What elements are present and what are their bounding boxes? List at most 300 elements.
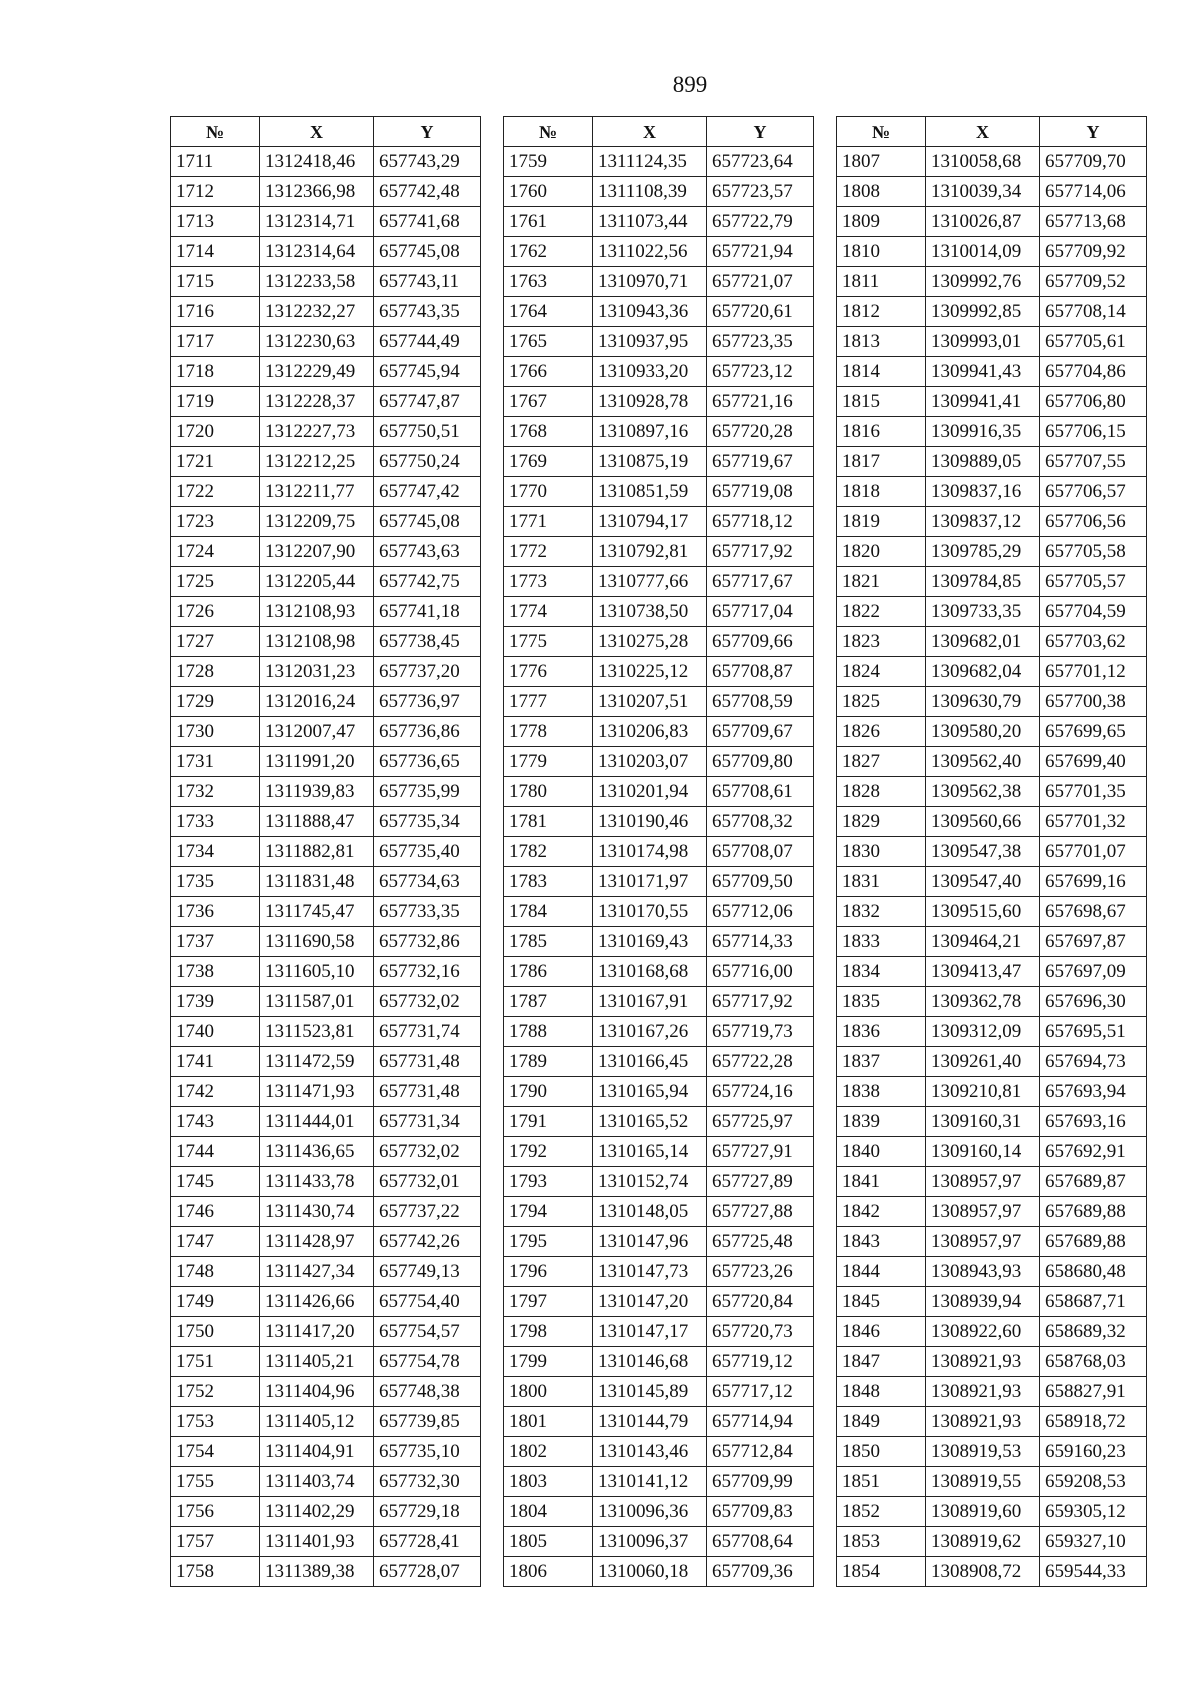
table-row [837,1227,1147,1257]
point-number-cell: 1776 [504,657,593,687]
point-number-cell: 1733 [171,807,260,837]
x-cell: 1312016,24 [260,687,374,717]
y-cell: 657692,91 [1040,1137,1147,1167]
point-number-cell: 1764 [504,297,593,327]
table-row [171,1287,481,1317]
point-number-cell: 1787 [504,987,593,1017]
table-row [171,1527,481,1557]
x-cell: 1308919,53 [926,1437,1040,1467]
point-number-cell: 1730 [171,717,260,747]
coordinate-table [503,116,814,1587]
table-row [504,567,814,597]
point-number-cell: 1847 [837,1347,926,1377]
point-number-cell: 1723 [171,507,260,537]
x-cell: 1310039,34 [926,177,1040,207]
table-row [837,327,1147,357]
y-cell: 657712,06 [707,897,814,927]
table-row [171,507,481,537]
table-row [837,1017,1147,1047]
table-row [837,687,1147,717]
point-number-cell: 1755 [171,1467,260,1497]
point-number-cell: 1804 [504,1497,593,1527]
point-number-cell: 1770 [504,477,593,507]
y-cell: 657743,35 [374,297,481,327]
y-cell: 657732,01 [374,1167,481,1197]
y-cell: 657699,65 [1040,717,1147,747]
table-row [504,1137,814,1167]
table-row [504,1497,814,1527]
y-cell: 657700,38 [1040,687,1147,717]
number-header: № [504,117,593,147]
point-number-cell: 1744 [171,1137,260,1167]
x-cell: 1310146,68 [593,1347,707,1377]
y-cell: 657722,28 [707,1047,814,1077]
x-cell: 1310169,43 [593,927,707,957]
point-number-cell: 1794 [504,1197,593,1227]
point-number-cell: 1824 [837,657,926,687]
x-cell: 1309889,05 [926,447,1040,477]
x-cell: 1311022,56 [593,237,707,267]
x-cell: 1310225,12 [593,657,707,687]
point-number-cell: 1739 [171,987,260,1017]
x-cell: 1310144,79 [593,1407,707,1437]
x-cell: 1310851,59 [593,477,707,507]
x-cell: 1310165,14 [593,1137,707,1167]
point-number-cell: 1771 [504,507,593,537]
y-cell: 657731,48 [374,1077,481,1107]
x-cell: 1312229,49 [260,357,374,387]
y-cell: 658680,48 [1040,1257,1147,1287]
y-cell: 657714,33 [707,927,814,957]
point-number-cell: 1796 [504,1257,593,1287]
y-cell: 657706,15 [1040,417,1147,447]
y-cell: 657733,35 [374,897,481,927]
table-row [504,1527,814,1557]
y-cell: 658918,72 [1040,1407,1147,1437]
point-number-cell: 1726 [171,597,260,627]
y-cell: 657720,28 [707,417,814,447]
point-number-cell: 1852 [837,1497,926,1527]
x-cell: 1311882,81 [260,837,374,867]
y-cell: 657709,83 [707,1497,814,1527]
point-number-cell: 1748 [171,1257,260,1287]
coordinate-table [170,116,481,1587]
x-cell: 1310165,94 [593,1077,707,1107]
table-row [171,1257,481,1287]
x-cell: 1309993,01 [926,327,1040,357]
table-row [504,957,814,987]
table-row [171,447,481,477]
y-cell: 657743,63 [374,537,481,567]
x-cell: 1309312,09 [926,1017,1040,1047]
y-cell: 657719,08 [707,477,814,507]
x-cell: 1310203,07 [593,747,707,777]
table-row [171,357,481,387]
x-cell: 1309785,29 [926,537,1040,567]
x-cell: 1310897,16 [593,417,707,447]
x-cell: 1310147,17 [593,1317,707,1347]
x-cell: 1308921,93 [926,1347,1040,1377]
y-cell: 659305,12 [1040,1497,1147,1527]
table-row [171,927,481,957]
y-cell: 657714,06 [1040,177,1147,207]
table-row [504,927,814,957]
table-row [837,177,1147,207]
point-number-cell: 1805 [504,1527,593,1557]
point-number-cell: 1814 [837,357,926,387]
point-number-cell: 1828 [837,777,926,807]
y-cell: 657695,51 [1040,1017,1147,1047]
x-cell: 1312366,98 [260,177,374,207]
point-number-cell: 1732 [171,777,260,807]
y-cell: 657747,87 [374,387,481,417]
point-number-cell: 1792 [504,1137,593,1167]
point-number-cell: 1766 [504,357,593,387]
table-row [171,777,481,807]
table-row [837,777,1147,807]
y-cell: 657732,02 [374,987,481,1017]
y-cell: 657747,42 [374,477,481,507]
y-cell: 657701,12 [1040,657,1147,687]
table-row [837,1317,1147,1347]
x-cell: 1311690,58 [260,927,374,957]
point-number-cell: 1822 [837,597,926,627]
point-number-cell: 1810 [837,237,926,267]
y-cell: 657716,00 [707,957,814,987]
point-number-cell: 1841 [837,1167,926,1197]
x-cell: 1312007,47 [260,717,374,747]
table-row [837,1527,1147,1557]
y-cell: 657748,38 [374,1377,481,1407]
table-row [171,657,481,687]
y-cell: 657728,07 [374,1557,481,1587]
table-row [171,147,481,177]
y-cell: 657735,40 [374,837,481,867]
table-row [504,1437,814,1467]
x-cell: 1309160,31 [926,1107,1040,1137]
x-cell: 1312031,23 [260,657,374,687]
x-cell: 1312418,46 [260,147,374,177]
table-row [504,597,814,627]
y-cell: 657745,08 [374,507,481,537]
x-cell: 1309413,47 [926,957,1040,987]
table-row [837,447,1147,477]
x-cell: 1311404,91 [260,1437,374,1467]
table-row [837,1347,1147,1377]
x-cell: 1311073,44 [593,207,707,237]
x-cell: 1308921,93 [926,1407,1040,1437]
y-cell: 657689,88 [1040,1227,1147,1257]
point-number-cell: 1818 [837,477,926,507]
y-cell: 657745,08 [374,237,481,267]
x-cell: 1310207,51 [593,687,707,717]
table-row [504,897,814,927]
point-number-cell: 1780 [504,777,593,807]
y-cell: 657742,26 [374,1227,481,1257]
y-cell: 657721,16 [707,387,814,417]
table-row [504,177,814,207]
y-cell: 657732,30 [374,1467,481,1497]
point-number-cell: 1734 [171,837,260,867]
point-number-cell: 1815 [837,387,926,417]
x-cell: 1310167,26 [593,1017,707,1047]
x-cell: 1312211,77 [260,477,374,507]
table-row [837,1287,1147,1317]
x-cell: 1310060,18 [593,1557,707,1587]
point-number-cell: 1807 [837,147,926,177]
y-cell: 657708,07 [707,837,814,867]
x-cell: 1309941,41 [926,387,1040,417]
table-row [504,327,814,357]
point-number-cell: 1725 [171,567,260,597]
x-cell: 1311472,59 [260,1047,374,1077]
x-cell: 1310148,05 [593,1197,707,1227]
point-number-cell: 1853 [837,1527,926,1557]
y-cell: 659327,10 [1040,1527,1147,1557]
x-cell: 1310026,87 [926,207,1040,237]
number-header: № [171,117,260,147]
y-cell: 657719,73 [707,1017,814,1047]
table-row [837,1107,1147,1137]
y-cell: 657701,35 [1040,777,1147,807]
table-row [171,1317,481,1347]
table-row [504,1077,814,1107]
x-cell: 1310738,50 [593,597,707,627]
point-number-cell: 1720 [171,417,260,447]
point-number-cell: 1821 [837,567,926,597]
x-cell: 1310143,46 [593,1437,707,1467]
y-header: Y [374,117,481,147]
x-cell: 1309562,38 [926,777,1040,807]
y-cell: 657707,55 [1040,447,1147,477]
table-row [837,1407,1147,1437]
x-cell: 1310167,91 [593,987,707,1017]
x-cell: 1310777,66 [593,567,707,597]
y-cell: 657708,61 [707,777,814,807]
y-cell: 657708,59 [707,687,814,717]
table-row [837,1497,1147,1527]
y-cell: 657708,64 [707,1527,814,1557]
point-number-cell: 1760 [504,177,593,207]
point-number-cell: 1719 [171,387,260,417]
table-row [837,927,1147,957]
table-row [171,177,481,207]
x-cell: 1311403,74 [260,1467,374,1497]
y-cell: 657723,35 [707,327,814,357]
x-cell: 1310928,78 [593,387,707,417]
point-number-cell: 1846 [837,1317,926,1347]
y-cell: 657727,88 [707,1197,814,1227]
point-number-cell: 1832 [837,897,926,927]
table-row [504,417,814,447]
table-row [504,1347,814,1377]
table-row [171,567,481,597]
y-cell: 659208,53 [1040,1467,1147,1497]
table-row [171,237,481,267]
x-cell: 1309682,04 [926,657,1040,687]
table-row [504,807,814,837]
point-number-cell: 1830 [837,837,926,867]
table-row [837,1047,1147,1077]
point-number-cell: 1721 [171,447,260,477]
y-cell: 657721,94 [707,237,814,267]
point-number-cell: 1741 [171,1047,260,1077]
point-number-cell: 1801 [504,1407,593,1437]
table-row [171,1077,481,1107]
table-header-row [504,117,814,147]
table-row [837,1197,1147,1227]
point-number-cell: 1749 [171,1287,260,1317]
x-cell: 1310171,97 [593,867,707,897]
point-number-cell: 1826 [837,717,926,747]
y-cell: 657749,13 [374,1257,481,1287]
x-cell: 1311471,93 [260,1077,374,1107]
x-cell: 1310201,94 [593,777,707,807]
y-cell: 657709,99 [707,1467,814,1497]
y-cell: 657728,41 [374,1527,481,1557]
table-row [504,987,814,1017]
x-cell: 1312207,90 [260,537,374,567]
y-cell: 657737,22 [374,1197,481,1227]
x-cell: 1311436,65 [260,1137,374,1167]
x-cell: 1311404,96 [260,1377,374,1407]
x-cell: 1308919,60 [926,1497,1040,1527]
y-cell: 657694,73 [1040,1047,1147,1077]
point-number-cell: 1811 [837,267,926,297]
point-number-cell: 1769 [504,447,593,477]
x-cell: 1311888,47 [260,807,374,837]
x-cell: 1310145,89 [593,1377,707,1407]
x-cell: 1310275,28 [593,627,707,657]
point-number-cell: 1820 [837,537,926,567]
x-cell: 1311402,29 [260,1497,374,1527]
y-cell: 657734,63 [374,867,481,897]
table-row [171,207,481,237]
table-row [837,207,1147,237]
table-row [171,627,481,657]
number-header: № [837,117,926,147]
y-cell: 657741,18 [374,597,481,627]
y-cell: 657743,11 [374,267,481,297]
y-cell: 657699,40 [1040,747,1147,777]
y-cell: 657689,88 [1040,1197,1147,1227]
y-cell: 657701,07 [1040,837,1147,867]
table-row [837,417,1147,447]
point-number-cell: 1762 [504,237,593,267]
point-number-cell: 1851 [837,1467,926,1497]
point-number-cell: 1777 [504,687,593,717]
point-number-cell: 1789 [504,1047,593,1077]
point-number-cell: 1854 [837,1557,926,1587]
x-cell: 1311426,66 [260,1287,374,1317]
y-cell: 657704,59 [1040,597,1147,627]
x-cell: 1310058,68 [926,147,1040,177]
table-row [171,1227,481,1257]
point-number-cell: 1736 [171,897,260,927]
table-row [504,477,814,507]
point-number-cell: 1724 [171,537,260,567]
table-row [837,567,1147,597]
point-number-cell: 1751 [171,1347,260,1377]
table-row [837,747,1147,777]
y-cell: 657754,40 [374,1287,481,1317]
y-cell: 657709,66 [707,627,814,657]
page-number: 899 [672,72,708,97]
point-number-cell: 1802 [504,1437,593,1467]
table-row [171,987,481,1017]
point-number-cell: 1714 [171,237,260,267]
x-cell: 1310206,83 [593,717,707,747]
y-cell: 657750,51 [374,417,481,447]
x-header: X [593,117,707,147]
point-number-cell: 1849 [837,1407,926,1437]
point-number-cell: 1717 [171,327,260,357]
table-row [837,1437,1147,1467]
table-header-row [171,117,481,147]
x-cell: 1310792,81 [593,537,707,567]
point-number-cell: 1842 [837,1197,926,1227]
x-cell: 1310190,46 [593,807,707,837]
x-cell: 1312314,64 [260,237,374,267]
x-cell: 1311124,35 [593,147,707,177]
y-cell: 658768,03 [1040,1347,1147,1377]
point-number-cell: 1761 [504,207,593,237]
point-number-cell: 1758 [171,1557,260,1587]
y-header: Y [707,117,814,147]
point-number-cell: 1722 [171,477,260,507]
y-cell: 657727,89 [707,1167,814,1197]
table-row [837,717,1147,747]
y-cell: 657709,67 [707,717,814,747]
table-row [837,1557,1147,1587]
table-row [837,837,1147,867]
y-cell: 657717,67 [707,567,814,597]
table-row [504,1017,814,1047]
table-row [837,507,1147,537]
table-row [171,867,481,897]
x-header: X [926,117,1040,147]
y-cell: 657718,12 [707,507,814,537]
x-cell: 1311605,10 [260,957,374,987]
point-number-cell: 1745 [171,1167,260,1197]
point-number-cell: 1848 [837,1377,926,1407]
point-number-cell: 1746 [171,1197,260,1227]
point-number-cell: 1809 [837,207,926,237]
x-cell: 1308919,55 [926,1467,1040,1497]
x-cell: 1309562,40 [926,747,1040,777]
table-row [504,147,814,177]
x-cell: 1311430,74 [260,1197,374,1227]
table-row [837,1257,1147,1287]
point-number-cell: 1835 [837,987,926,1017]
table-row [171,897,481,927]
point-number-cell: 1840 [837,1137,926,1167]
table-row [504,387,814,417]
table-row [171,597,481,627]
point-number-cell: 1753 [171,1407,260,1437]
x-cell: 1310165,52 [593,1107,707,1137]
point-number-cell: 1767 [504,387,593,417]
x-cell: 1310174,98 [593,837,707,867]
y-cell: 657745,94 [374,357,481,387]
table-row [504,1317,814,1347]
point-number-cell: 1750 [171,1317,260,1347]
point-number-cell: 1727 [171,627,260,657]
y-cell: 657731,74 [374,1017,481,1047]
x-cell: 1309515,60 [926,897,1040,927]
point-number-cell: 1784 [504,897,593,927]
table-row [171,687,481,717]
